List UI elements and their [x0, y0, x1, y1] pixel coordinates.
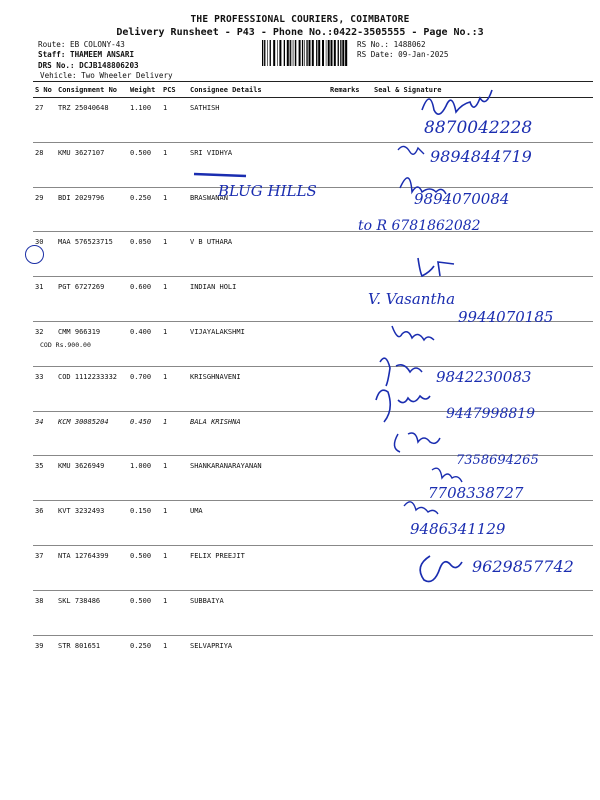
row-31-circle-mark	[25, 245, 44, 264]
row-consignee-name: SUBBAIYA	[188, 590, 328, 635]
table-row	[33, 142, 593, 187]
hw-phone-38: 9486341129	[410, 520, 506, 538]
row-consignee-name: BALA KRISHNA	[188, 411, 328, 456]
hw-phone-36: 7358694265	[456, 453, 539, 468]
row-signature	[372, 590, 593, 635]
col-consignee: Consignee Details	[188, 82, 328, 98]
table-row	[33, 635, 593, 679]
hw-phone-29: 9894070084	[414, 190, 510, 208]
row-pcs: 1	[163, 641, 168, 650]
row-pcs: 1	[161, 187, 188, 232]
row-remarks	[328, 545, 372, 590]
row-sno: 27	[33, 98, 56, 143]
row-consignee-name: SATHISH	[188, 98, 328, 143]
hw-name-29: BLUG HILLS	[218, 182, 317, 200]
row-consignee-name: INDIAN HOLI	[188, 277, 328, 322]
row-weight: 1.100	[128, 98, 161, 143]
row-weight: 0.500	[128, 590, 161, 635]
hw-phone-27: 8870042228	[424, 118, 533, 138]
row-remarks	[328, 366, 372, 411]
row-signature	[372, 366, 593, 411]
row-sno: 33	[33, 366, 56, 411]
row-consignment-no: SKL 738486	[56, 590, 128, 635]
table-row	[33, 590, 593, 635]
row-consignment-no: COD 1112233332	[56, 366, 128, 411]
row-sno: 28	[33, 142, 56, 187]
row-consignment-no: TRZ 25040648	[56, 98, 128, 143]
table-row	[33, 545, 593, 590]
row-consignment-no: PGT 6727269	[56, 277, 128, 322]
hw-phone-32: 9944070185	[458, 308, 554, 326]
row-consignee-name: SHANKARANARAYANAN	[188, 456, 328, 501]
rs-number: RS No.: 1488062	[357, 40, 426, 49]
row-signature	[372, 501, 593, 546]
cod-note: COD Rs.900.00	[40, 341, 91, 349]
row-weight: 1.000	[128, 456, 161, 501]
table-row	[33, 321, 593, 366]
drs-row	[38, 61, 139, 70]
hw-phone-28: 9894844719	[430, 147, 532, 166]
route-label: Route: EB COLONY-43	[38, 40, 125, 49]
row-remarks	[328, 277, 372, 322]
row-signature	[372, 545, 593, 590]
row-weight: 0.700	[128, 366, 161, 411]
row-sno: 39	[35, 641, 44, 650]
hw-phone-39: 9629857742	[472, 557, 574, 576]
col-remarks: Remarks	[328, 82, 372, 98]
row-consignment-no: KCM 30085204	[56, 411, 128, 456]
row-remarks	[328, 142, 372, 187]
col-consignment: Consignment No	[56, 82, 128, 98]
barcode-image	[262, 40, 348, 66]
hw-phone-34: 9842230083	[436, 368, 532, 386]
col-weight: Weight	[128, 82, 161, 98]
row-weight: 0.400	[128, 321, 161, 366]
row-consignee-name: V B UTHARA	[188, 232, 328, 277]
row-signature	[372, 98, 593, 143]
row-consignment-no: NTA 12764399	[56, 545, 128, 590]
row-consignee-name: SRI VIDHYA	[188, 142, 328, 187]
row-remarks	[328, 232, 372, 277]
row-sno: 37	[33, 545, 56, 590]
row-signature	[372, 456, 593, 501]
row-pcs: 1	[161, 321, 188, 366]
table-row	[33, 501, 593, 546]
row-consignee-name: SELVAPRIYA	[190, 641, 233, 650]
row-remarks	[328, 411, 372, 456]
row-weight: 0.450	[128, 411, 161, 456]
row-signature	[372, 232, 593, 277]
row-sno: 32	[33, 321, 56, 366]
row-weight: 0.500	[128, 142, 161, 187]
rs-date: RS Date: 09-Jan-2025	[357, 50, 449, 59]
table-row	[33, 411, 593, 456]
row-pcs: 1	[161, 590, 188, 635]
col-pcs: PCS	[161, 82, 188, 98]
runsheet-table	[33, 81, 593, 679]
row-pcs: 1	[161, 456, 188, 501]
company-title: THE PROFESSIONAL COURIERS, COIMBATORE	[190, 14, 410, 25]
row-remarks	[328, 635, 372, 679]
row-weight: 0.250	[130, 641, 152, 650]
hw-name-32: V. Vasantha	[368, 290, 456, 308]
staff-row	[38, 50, 134, 59]
row-sno: 34	[33, 411, 56, 456]
row-remarks	[328, 187, 372, 232]
row-sno: 30	[33, 232, 56, 277]
table-row	[33, 232, 593, 277]
row-consignment-no: KMU 3626949	[56, 456, 128, 501]
row-pcs: 1	[161, 545, 188, 590]
row-sno: 35	[33, 456, 56, 501]
table-row	[33, 366, 593, 411]
row-sno: 31	[33, 277, 56, 322]
table-row	[33, 187, 593, 232]
row-pcs: 1	[161, 98, 188, 143]
hw-phone-37: 7708338727	[428, 484, 524, 502]
row-signature	[372, 187, 593, 232]
row-weight: 0.250	[128, 187, 161, 232]
row-consignment-no: MAA 576523715	[56, 232, 128, 277]
row-consignee-name: FELIX PREEJIT	[188, 545, 328, 590]
row-consignee-name: VIJAYALAKSHMI	[188, 321, 328, 366]
row-remarks	[328, 456, 372, 501]
row-sno: 38	[33, 590, 56, 635]
row-pcs: 1	[161, 142, 188, 187]
row-signature	[372, 277, 593, 322]
row-sno: 29	[33, 187, 56, 232]
row-consignee-name: UMA	[188, 501, 328, 546]
row-consignment-no: KMU 3627107	[56, 142, 128, 187]
row-weight: 0.050	[128, 232, 161, 277]
row-signature	[372, 411, 593, 456]
row-pcs: 1	[161, 277, 188, 322]
staff-label: Staff:	[38, 50, 66, 59]
row-consignment-no: CMM 966319	[56, 321, 128, 366]
drs-label: DRS No.:	[38, 61, 75, 70]
row-signature	[372, 321, 593, 366]
row-consignee-name: BRASWANAN	[188, 187, 328, 232]
row-remarks	[328, 321, 372, 366]
col-sno: S No	[33, 82, 56, 98]
row-pcs: 1	[161, 232, 188, 277]
row-consignment-no: STR 801651	[58, 641, 101, 650]
row-pcs: 1	[161, 501, 188, 546]
runsheet-title: Delivery Runsheet - P43 - Phone No.:0422-3505555 - Page No.:3	[116, 27, 484, 38]
table-header	[33, 82, 593, 98]
row-sno: 36	[33, 501, 56, 546]
hw-note-30: to R 6781862082	[358, 218, 481, 234]
table-row	[33, 98, 593, 143]
vehicle-label: Vehicle: Two Wheeler Delivery	[40, 71, 173, 80]
table-row	[33, 456, 593, 501]
row-consignment-no: BDI 2029796	[56, 187, 128, 232]
row-weight: 0.150	[128, 501, 161, 546]
drs-number: DCJB148806203	[79, 61, 139, 70]
row-remarks	[328, 501, 372, 546]
row-remarks	[328, 98, 372, 143]
row-consignment-no: KVT 3232493	[56, 501, 128, 546]
row-signature	[372, 635, 593, 679]
hw-phone-35: 9447998819	[446, 406, 536, 422]
row-pcs: 1	[161, 366, 188, 411]
row-consignee-name: KRISGHNAVENI	[188, 366, 328, 411]
row-pcs: 1	[161, 411, 188, 456]
row-signature	[372, 142, 593, 187]
table-row	[33, 277, 593, 322]
staff-name: THAMEEM ANSARI	[70, 50, 135, 59]
row-remarks	[328, 590, 372, 635]
col-signature: Seal & Signature	[372, 82, 593, 98]
row-weight: 0.500	[128, 545, 161, 590]
row-weight: 0.600	[128, 277, 161, 322]
